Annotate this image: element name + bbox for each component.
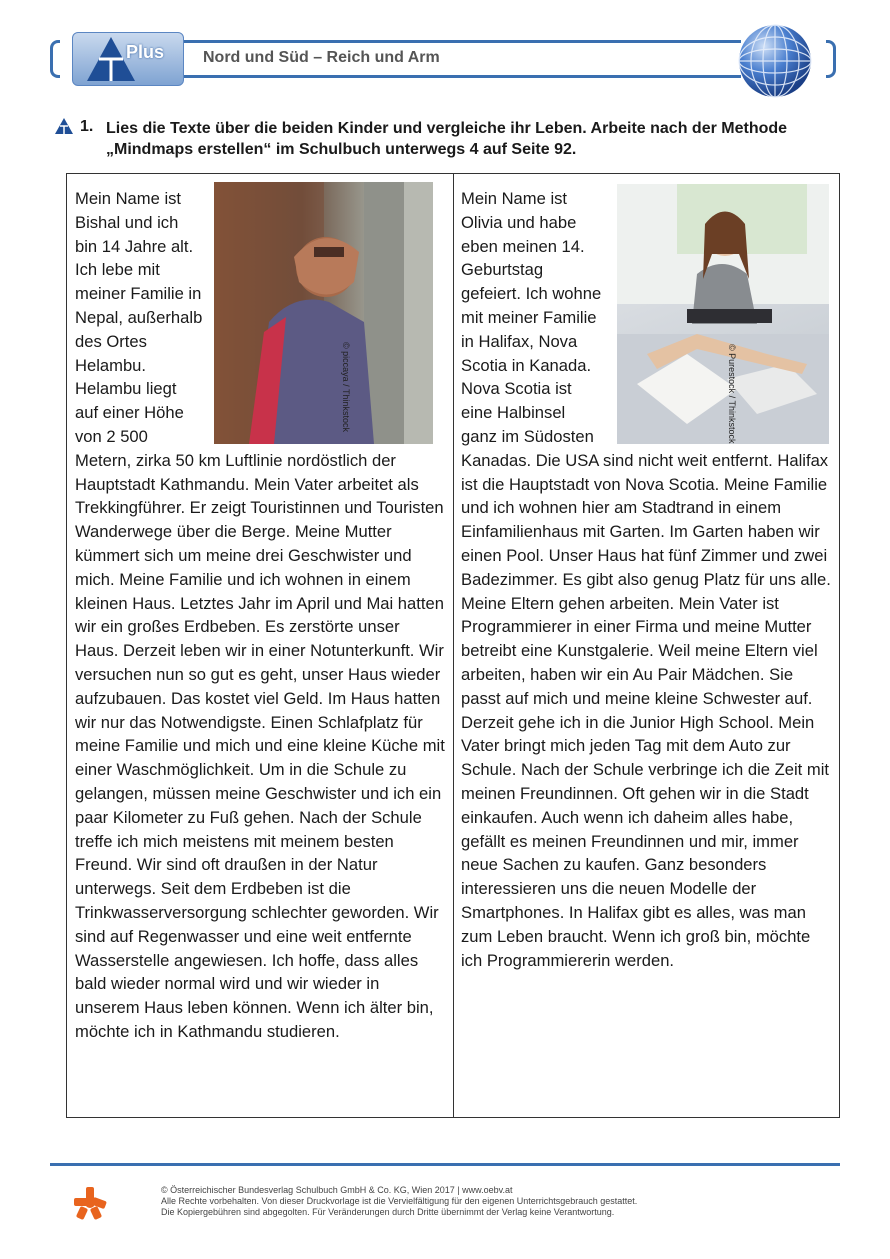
task-instruction: Lies die Texte über die beiden Kinder und vergleiche ihr Leben. Arbeite nach der Methode „Mindmaps erstellen“ im Schulbuch unterwegs 4 auf Seite 92. <box>106 120 788 158</box>
olivia-photo-credit: © Purestock / Thinkstock <box>727 344 738 444</box>
olivia-photo <box>617 184 829 444</box>
globe-icon <box>738 24 812 98</box>
task-number: 1. <box>80 118 94 135</box>
oebv-logo-icon <box>72 1185 108 1221</box>
text-table <box>66 173 840 1118</box>
footer-line-1: © Österreichischer Bundesverlag Schulbuch GmbH & Co. KG, Wien 2017 | www.oebv.at <box>161 1185 513 1195</box>
column-divider <box>453 174 454 1117</box>
task-triangle-icon <box>54 117 74 135</box>
page-title: Nord und Süd – Reich und Arm <box>203 49 440 66</box>
bishal-image <box>214 182 433 444</box>
footer-line-2: Alle Rechte vorbehalten. Von dieser Druckvorlage ist die Vervielfältigung für den eigenen Unterrichtsgebrauch gestattet. <box>161 1196 638 1206</box>
olivia-story <box>461 187 833 972</box>
bishal-photo <box>214 182 433 444</box>
plus-label: Plus <box>126 42 165 62</box>
olivia-text: Mein Name ist Olivia und habe eben meinen 14. Geburtstag gefeiert. Ich wohne mit meiner Familie in Halifax, Nova Scotia in Kanada. Nova Scotia ist eine Halbinsel ganz im Südosten Kanadas. Die USA sind nicht weit entfernt. Halifax ist die Hauptstadt von Nova Scotia. Meine Familie und ich wohnen hier am Stadtrand in einem Einfamilienhaus mit Garten. Im Garten haben wir einen Pool. Unser Haus hat fünf Zimmer und zwei Badezimmer. Es gibt also genug Platz für uns alle. Meine Eltern gehen arbeiten. Mein Vater ist Programmierer in einer Firma und meine Mutter betreibt eine Kunstgalerie. Weil meine Eltern viel arbeiten, haben wir ein Au Pair Mädchen. Sie passt auf mich und meine kleine Schwester auf. Derzeit gehe ich in die Junior High School. Mein Vater bringt mich jeden Tag mit dem Auto zur Schule. Nach der Schule verbringe ich die Zeit mit meinen Freundinnen. Oft gehen wir in die Stadt einkaufen. Auch wenn ich daheim alles habe, gefällt es meinen Freundinnen und mir, immer neue Sachen zu kaufen. Ganz besonders interessieren uns die neuen Modelle der Smartphones. In Halifax gibt es alles, was man zum Leben braucht. Wenn ich groß bin, möchte ich Programmiererin werden. <box>461 189 831 970</box>
bishal-story <box>75 187 445 1044</box>
footer-copyright <box>161 1185 781 1218</box>
bishal-text: Mein Name ist Bishal und ich bin 14 Jahre alt. Ich lebe mit meiner Familie in Nepal, außerhalb des Ortes Helambu. Helambu liegt auf einer Höhe von 2 500 Metern, zirka 50 km Luftlinie nordöstlich der Hauptstadt Kathmandu. Mein Vater arbeitet als Trekkingführer. Er zeigt Touristinnen und Touristen Wanderwege über die Berge. Meine Mutter kümmert sich um meine drei Geschwister und mich. Meine Familie und ich wohnen in einem kleinen Haus. Letztes Jahr im April und Mai hatten wir ein großes Erdbeben. Es zerstörte unser Haus. Derzeit leben wir in einer Notunterkunft. Wir versuchen nun so gut es geht, unser Haus wieder aufzubauen. Das kostet viel Geld. Im Haus hatten wir nur das Notwendigste. Einen Schlafplatz für meine Familie und mich und eine kleine Küche mit einer Waschmöglichkeit. Um in die Schule zu gelangen, müssen meine Geschwister und ich ein paar Kilometer zu Fuß gehen. Nach der Schule treffe ich mich meistens mit meinem besten Freund. Wir sind oft draußen in der Natur unterwegs. Seit dem Erdbeben ist die Trinkwasserversorgung schlechter geworden. Wir sind auf Regenwasser und eine weit entfernte Wasserstelle angewiesen. Ich hoffe, dass alles bald wieder normal wird und wir wieder in unserem Haus leben können. Wenn ich älter bin, möchte ich in Kathmandu studieren. <box>75 189 445 1041</box>
footer-line-3: Die Kopiergebühren sind abgegolten. Für Veränderungen durch Dritte übernimmt der Verlag keine Verantwortung. <box>161 1207 615 1217</box>
footer-line <box>50 1163 840 1166</box>
bishal-photo-credit: © piccaya / Thinkstock <box>341 342 351 432</box>
